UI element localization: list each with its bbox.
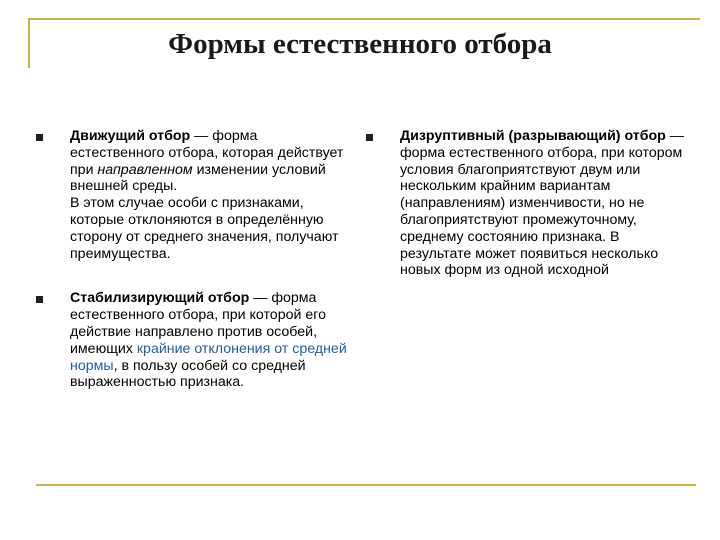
bullet-icon xyxy=(366,134,373,141)
disruptive-selection-text xyxy=(400,128,686,279)
frame-top-line xyxy=(28,18,700,20)
disruptive-selection-term: Дизруптивный (разрывающий) отбор xyxy=(400,128,666,144)
stabilizing-selection-term: Стабилизирующий отбор xyxy=(70,290,250,307)
bullet-icon xyxy=(36,296,43,303)
list-item-disruptive-selection xyxy=(366,128,686,279)
frame-bottom-line xyxy=(36,484,696,486)
left-column xyxy=(36,128,354,391)
driving-selection-paragraph-2: В этом случае особи с признаками, которые отклоняются в определённую сторону от среднего значения, получают преимущества. xyxy=(70,195,339,262)
driving-selection-desc-1: — форма естественного отбора, которая действует при xyxy=(70,128,344,178)
extreme-deviations-link[interactable]: крайние отклонения от средней нормы xyxy=(70,340,347,374)
driving-selection-desc-2: изменении условий внешней среды. xyxy=(70,161,326,195)
list-item-stabilizing-selection xyxy=(36,290,354,391)
disruptive-selection-desc: — форма естественного отбора, при котором условия благоприятствуют двум или нескольким крайним вариантам (направлениям) изменчивости, но не благоприятствуют промежуточному, среднему состоянию признака. В результате может появиться несколько новых форм из одной исходной xyxy=(400,128,684,279)
stabilizing-selection-text xyxy=(70,290,354,391)
stabilizing-selection-desc-1: — форма естественного отбора, при которой его действие направлено против особей, имеющих xyxy=(70,290,326,357)
list-item-driving-selection xyxy=(36,128,354,262)
stabilizing-selection-desc-2: , в пользу особей со средней выраженностью признака. xyxy=(70,357,306,391)
driving-selection-term: Движущий отбор xyxy=(70,128,191,144)
right-column xyxy=(366,128,686,279)
driving-selection-text xyxy=(70,128,354,195)
slide-title: Формы естественного отбора xyxy=(168,28,552,60)
driving-selection-italic: направленном xyxy=(97,161,193,178)
bullet-icon xyxy=(36,134,43,141)
